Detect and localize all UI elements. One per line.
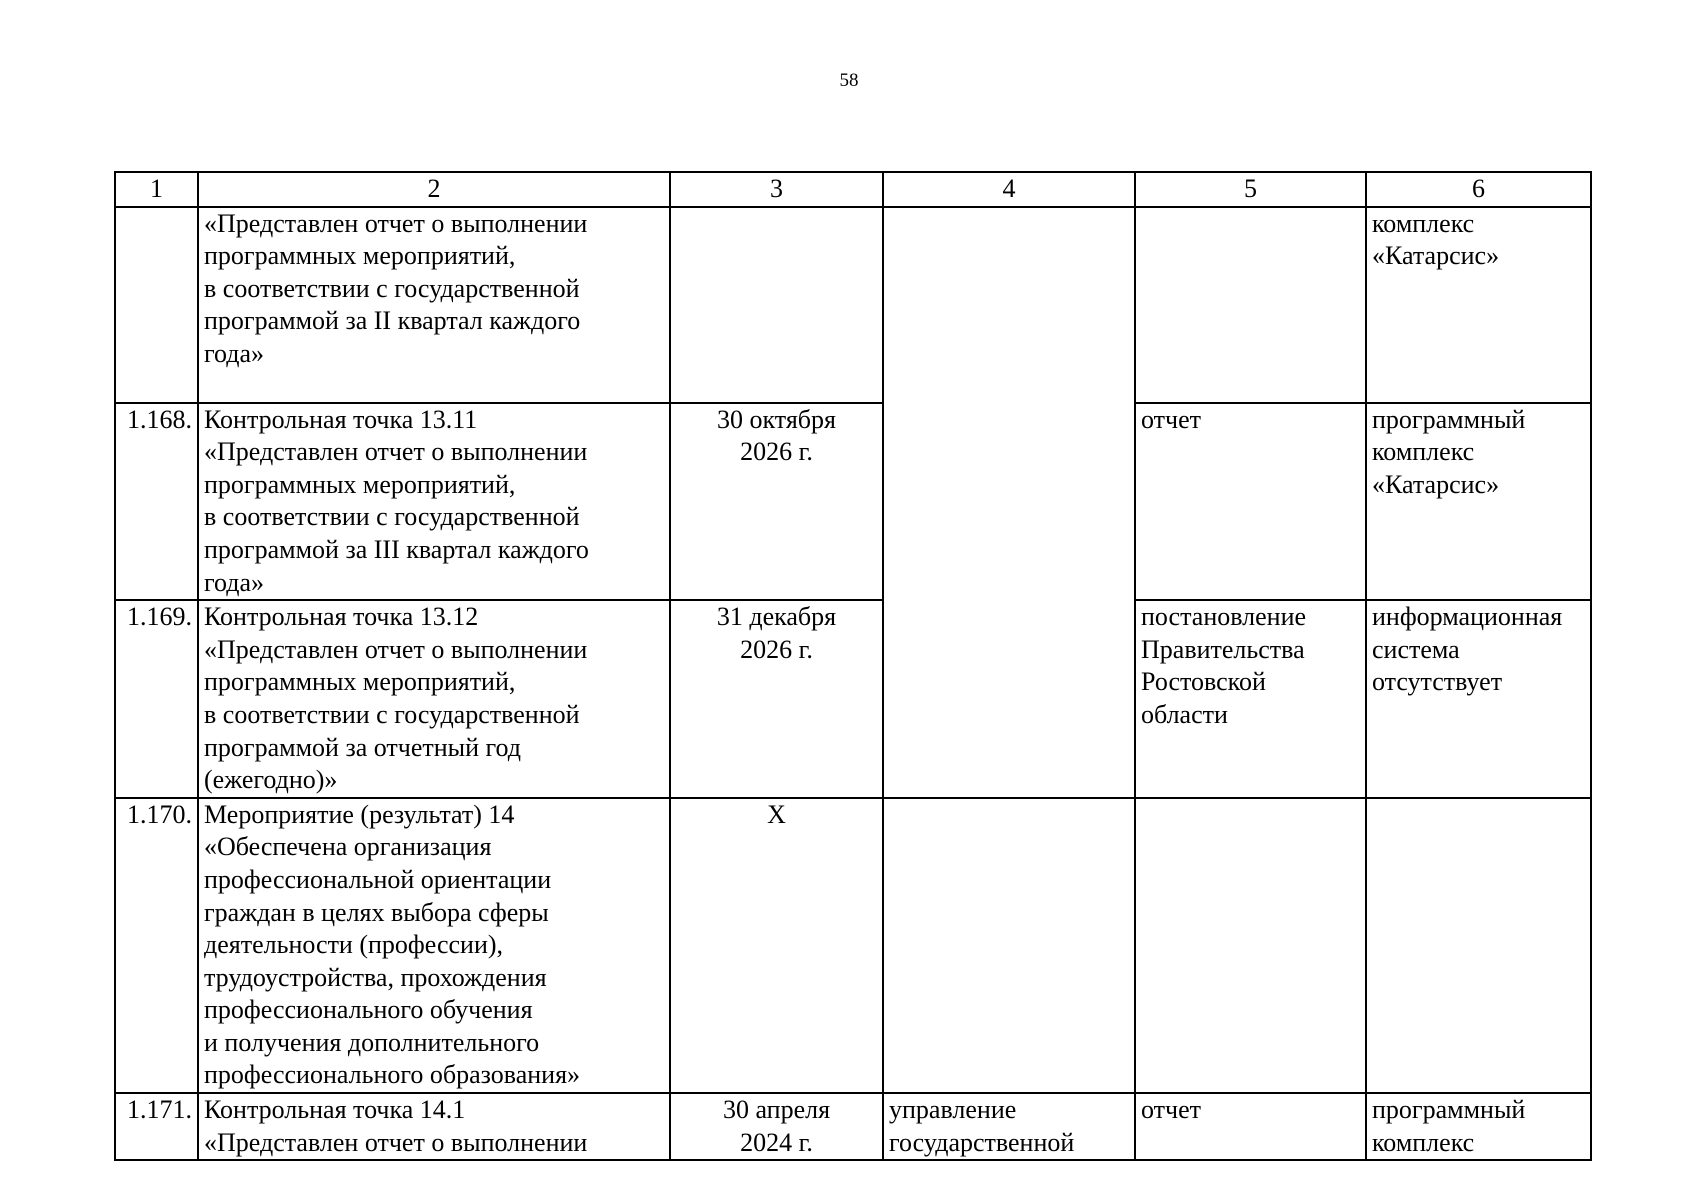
description-line: в соответствии с государственной	[204, 273, 580, 303]
table-row	[115, 403, 1591, 601]
responsible-cell	[883, 798, 1135, 1093]
document-line: постановление	[1141, 602, 1307, 632]
description-line: «Представлен отчет о выполнении	[204, 437, 588, 467]
system-line: комплекс	[1372, 437, 1475, 467]
description-cell	[198, 207, 670, 403]
description-line: Контрольная точка 13.12	[204, 602, 479, 632]
table-row	[115, 600, 1591, 798]
column-header: 4	[883, 172, 1135, 207]
system-line: комплекс	[1372, 1127, 1475, 1157]
system-line: «Катарсис»	[1372, 241, 1500, 271]
document-line: отчет	[1141, 404, 1201, 434]
row-number: 1.170.	[115, 798, 198, 1093]
description-line: в соответствии с государственной	[204, 699, 580, 729]
description-cell	[198, 403, 670, 601]
responsible-line: государственной	[889, 1127, 1075, 1157]
description-line: и получения дополнительного	[204, 1027, 540, 1057]
date-line: X	[767, 799, 786, 829]
document-line: Ростовской	[1141, 667, 1266, 697]
schedule-table	[114, 171, 1592, 1161]
column-header: 2	[198, 172, 670, 207]
date-cell	[670, 207, 883, 403]
column-header: 1	[115, 172, 198, 207]
column-header: 3	[670, 172, 883, 207]
date-cell	[670, 798, 883, 1093]
description-line: программных мероприятий,	[204, 469, 516, 499]
description-line: трудоустройства, прохождения	[204, 962, 547, 992]
description-line: Мероприятие (результат) 14	[204, 799, 515, 829]
description-line: профессиональной ориентации	[204, 864, 552, 894]
row-number: 1.168.	[115, 403, 198, 601]
system-line: комплекс	[1372, 208, 1475, 238]
document-cell	[1135, 207, 1366, 403]
system-line: программный	[1372, 1095, 1526, 1125]
system-line: отсутствует	[1372, 667, 1503, 697]
date-cell	[670, 1093, 883, 1160]
document-line: Правительства	[1141, 634, 1305, 664]
page-number: 58	[839, 70, 859, 91]
date-line: 2026 г.	[740, 437, 813, 467]
system-cell	[1366, 403, 1591, 601]
description-line: Контрольная точка 14.1	[204, 1095, 466, 1125]
description-cell	[198, 1093, 670, 1160]
date-line: 2026 г.	[740, 634, 813, 664]
table-row	[115, 1093, 1591, 1160]
row-number: 1.169.	[115, 600, 198, 798]
description-line: программой за III квартал каждого	[204, 534, 589, 564]
system-cell	[1366, 798, 1591, 1093]
description-line: профессионального образования»	[204, 1060, 581, 1090]
description-line: «Представлен отчет о выполнении	[204, 208, 588, 238]
description-line: в соответствии с государственной	[204, 502, 580, 532]
document-cell	[1135, 403, 1366, 601]
date-line: 2024 г.	[740, 1127, 813, 1157]
system-line: программный	[1372, 404, 1526, 434]
description-line: программных мероприятий,	[204, 241, 516, 271]
system-line: информационная	[1372, 602, 1563, 632]
row-number	[115, 207, 198, 403]
description-line: профессионального обучения	[204, 995, 533, 1025]
responsible-line: управление	[889, 1095, 1017, 1125]
date-cell	[670, 403, 883, 601]
system-cell	[1366, 1093, 1591, 1160]
document-cell	[1135, 798, 1366, 1093]
header-row	[115, 172, 1591, 207]
system-line: система	[1372, 634, 1460, 664]
table-row	[115, 798, 1591, 1093]
date-line: 30 апреля	[722, 1095, 831, 1125]
description-line: деятельности (профессии),	[204, 930, 504, 960]
system-line: «Катарсис»	[1372, 469, 1500, 499]
column-header: 6	[1366, 172, 1591, 207]
description-line: Контрольная точка 13.11	[204, 404, 478, 434]
description-line: «Обеспечена организация	[204, 832, 492, 862]
document-line: отчет	[1141, 1095, 1201, 1125]
description-line: года»	[204, 567, 265, 597]
document-cell	[1135, 1093, 1366, 1160]
responsible-cell-merged	[883, 207, 1135, 798]
responsible-cell	[883, 1093, 1135, 1160]
description-cell	[198, 798, 670, 1093]
description-line: граждан в целях выбора сферы	[204, 897, 549, 927]
system-cell	[1366, 600, 1591, 798]
description-line: программой за отчетный год	[204, 732, 522, 762]
description-line: «Представлен отчет о выполнении	[204, 634, 588, 664]
date-cell	[670, 600, 883, 798]
description-cell	[198, 600, 670, 798]
description-line: года»	[204, 338, 265, 368]
date-line: 30 октября	[717, 404, 836, 434]
system-cell	[1366, 207, 1591, 403]
date-line: 31 декабря	[716, 602, 837, 632]
description-line: программой за II квартал каждого	[204, 306, 581, 336]
description-line: (ежегодно)»	[204, 765, 338, 795]
description-line: «Представлен отчет о выполнении	[204, 1127, 588, 1157]
description-line: программных мероприятий,	[204, 667, 516, 697]
row-number: 1.171.	[115, 1093, 198, 1160]
column-header: 5	[1135, 172, 1366, 207]
document-cell	[1135, 600, 1366, 798]
document-line: области	[1141, 699, 1228, 729]
table-row	[115, 207, 1591, 403]
